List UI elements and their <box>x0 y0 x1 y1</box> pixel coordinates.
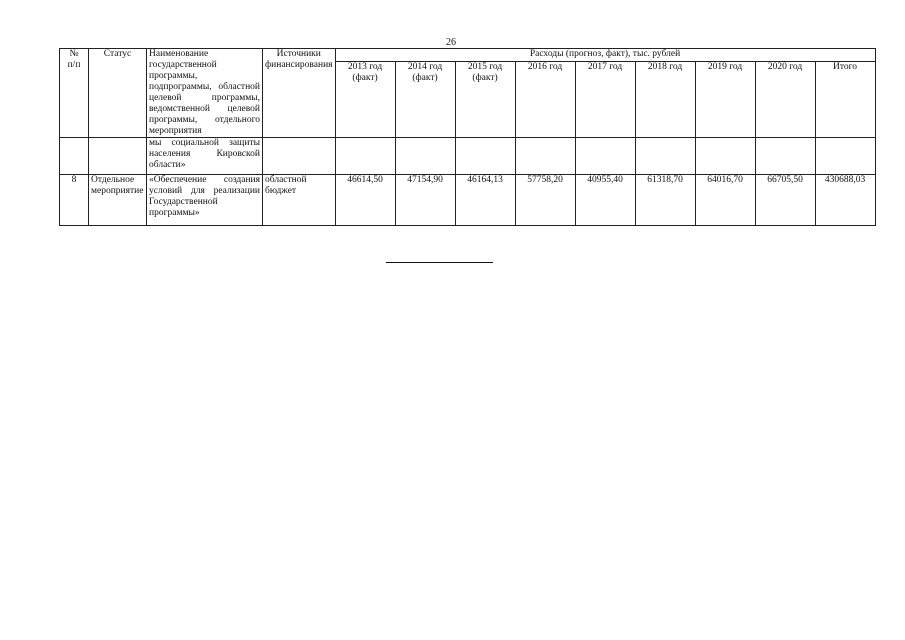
row-value: 40955,40 <box>575 175 635 226</box>
row-value: 64016,70 <box>695 175 755 226</box>
row-value: 61318,70 <box>635 175 695 226</box>
row-value: 46164,13 <box>455 175 515 226</box>
header-row <box>60 49 876 62</box>
col-header-year: 2016 год <box>515 62 575 138</box>
col-header-name: Наименование государственной программы, подпрограммы, областной целевой программы, ведомственной целевой программы, отдельного мероприятия <box>147 49 263 138</box>
col-header-num: № п/п <box>60 49 89 138</box>
col-header-year: 2020 год <box>755 62 815 138</box>
page-number: 26 <box>446 37 456 48</box>
row-value: 66705,50 <box>755 175 815 226</box>
col-header-expenses: Расходы (прогноз, факт), тыс. рублей <box>335 49 875 62</box>
continuation-text: мы социальной защиты населения Кировской области» <box>147 138 263 175</box>
col-header-status: Статус <box>89 49 147 138</box>
row-value: 47154,90 <box>395 175 455 226</box>
row-total: 430688,03 <box>815 175 875 226</box>
col-header-total: Итого <box>815 62 875 138</box>
col-header-year: 2017 год <box>575 62 635 138</box>
row-name: «Обеспечение создания условий для реализации Государственной программы» <box>147 175 263 226</box>
col-header-year: 2018 год <box>635 62 695 138</box>
row-value: 46614,50 <box>335 175 395 226</box>
continuation-row <box>60 138 876 175</box>
col-header-year: 2013 год (факт) <box>335 62 395 138</box>
table-row <box>60 175 876 226</box>
row-value: 57758,20 <box>515 175 575 226</box>
col-header-year: 2015 год (факт) <box>455 62 515 138</box>
row-number: 8 <box>60 175 89 226</box>
end-rule <box>386 262 493 263</box>
row-source: областной бюджет <box>263 175 336 226</box>
row-status: Отдельное мероприятие <box>89 175 147 226</box>
col-header-year: 2014 год (факт) <box>395 62 455 138</box>
budget-table <box>59 48 876 226</box>
col-header-source: Источники финансирования <box>263 49 336 138</box>
col-header-year: 2019 год <box>695 62 755 138</box>
